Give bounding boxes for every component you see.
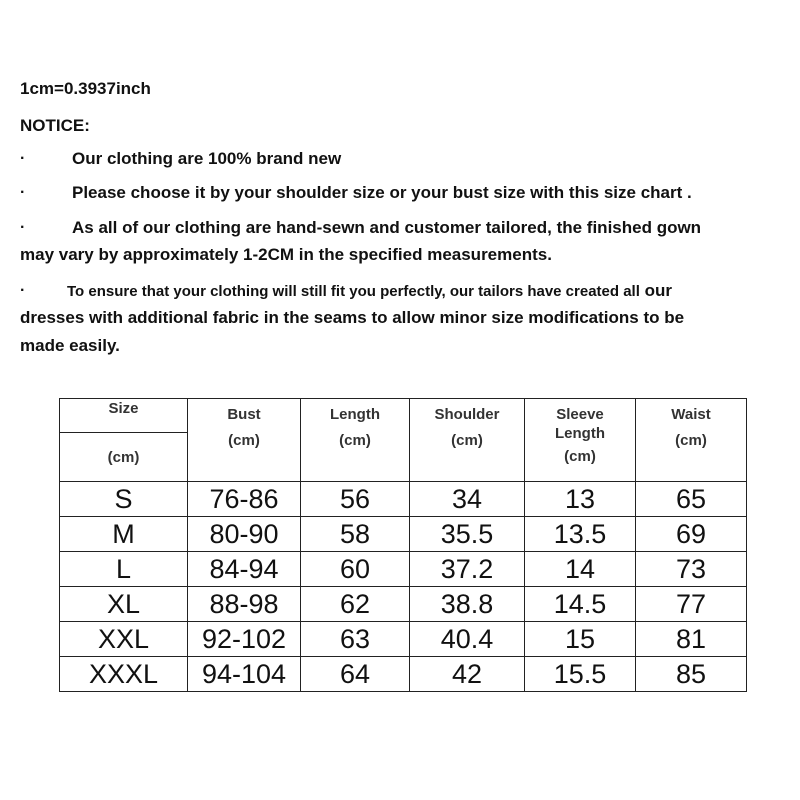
shoulder-cell: 40.4	[410, 622, 525, 657]
length-cell: 60	[301, 552, 410, 587]
shoulder-cell: 35.5	[410, 517, 525, 552]
waist-cell: 73	[636, 552, 747, 587]
waist-unit: (cm)	[675, 432, 707, 449]
table-row	[60, 622, 747, 657]
waist-cell: 69	[636, 517, 747, 552]
bullet-1: ·	[20, 150, 26, 167]
table-row	[60, 517, 747, 552]
waist-cell: 77	[636, 587, 747, 622]
size-header: Size	[60, 399, 188, 433]
bullet-4: ·	[20, 282, 26, 299]
notice-heading: NOTICE:	[20, 116, 90, 135]
size-chart-table	[59, 398, 747, 692]
length-unit: (cm)	[339, 432, 371, 449]
sleeve-length-label: Sleeve Length	[555, 406, 605, 442]
bust-unit: (cm)	[228, 432, 260, 449]
shoulder-cell: 38.8	[410, 587, 525, 622]
bullet-3: ·	[20, 219, 26, 236]
length-cell: 58	[301, 517, 410, 552]
size-cell: XL	[60, 587, 188, 622]
bust-cell: 92-102	[188, 622, 301, 657]
bust-label: Bust	[227, 406, 261, 423]
sleeve-length-cell: 15.5	[525, 657, 636, 692]
waist-label: Waist	[671, 406, 711, 423]
bust-cell: 80-90	[188, 517, 301, 552]
bust-cell: 88-98	[188, 587, 301, 622]
shoulder-cell: 34	[410, 482, 525, 517]
conversion-note: 1cm=0.3937inch	[20, 79, 151, 98]
length-cell: 63	[301, 622, 410, 657]
table-row	[60, 552, 747, 587]
waist-cell: 81	[636, 622, 747, 657]
notice-1: Our clothing are 100% brand new	[72, 149, 342, 168]
sleeve-length-header	[525, 399, 636, 482]
length-cell: 56	[301, 482, 410, 517]
length-cell: 62	[301, 587, 410, 622]
shoulder-header	[410, 399, 525, 482]
size-unit: (cm)	[60, 433, 188, 482]
sleeve-length-cell: 13	[525, 482, 636, 517]
shoulder-label: Shoulder	[434, 406, 500, 423]
table-row	[60, 587, 747, 622]
notice-3: As all of our clothing are hand-sewn and customer tailored, the finished gown	[72, 218, 702, 237]
notice-4	[67, 281, 672, 302]
notice-4-part: To ensure that your clothing will still fit you perfectly, our tailors have created all	[67, 283, 640, 300]
shoulder-cell: 37.2	[410, 552, 525, 587]
bust-cell: 76-86	[188, 482, 301, 517]
length-label: Length	[330, 406, 380, 423]
waist-cell: 85	[636, 657, 747, 692]
sleeve-length-cell: 13.5	[525, 517, 636, 552]
sleeve-length-unit: (cm)	[564, 448, 596, 465]
size-cell: XXXL	[60, 657, 188, 692]
sleeve-length-cell: 15	[525, 622, 636, 657]
size-cell: S	[60, 482, 188, 517]
size-cell: XXL	[60, 622, 188, 657]
bust-cell: 94-104	[188, 657, 301, 692]
table-row	[60, 482, 747, 517]
notice-4-end: our	[644, 281, 673, 300]
shoulder-unit: (cm)	[451, 432, 483, 449]
size-cell: L	[60, 552, 188, 587]
sleeve-length-cell: 14	[525, 552, 636, 587]
sleeve-length-cell: 14.5	[525, 587, 636, 622]
notice-4-cont: dresses with additional fabric in the seams to allow minor size modifications to be	[20, 308, 685, 327]
size-cell: M	[60, 517, 188, 552]
waist-header	[636, 399, 747, 482]
bust-header	[188, 399, 301, 482]
length-cell: 64	[301, 657, 410, 692]
table-row	[60, 657, 747, 692]
waist-cell: 65	[636, 482, 747, 517]
length-header	[301, 399, 410, 482]
notice-2: Please choose it by your shoulder size or your bust size with this size chart .	[72, 183, 692, 202]
notice-4-cont2: made easily.	[20, 336, 120, 355]
notice-3-cont: may vary by approximately 1-2CM in the specified measurements.	[20, 245, 552, 264]
shoulder-cell: 42	[410, 657, 525, 692]
bullet-2: ·	[20, 184, 26, 201]
bust-cell: 84-94	[188, 552, 301, 587]
